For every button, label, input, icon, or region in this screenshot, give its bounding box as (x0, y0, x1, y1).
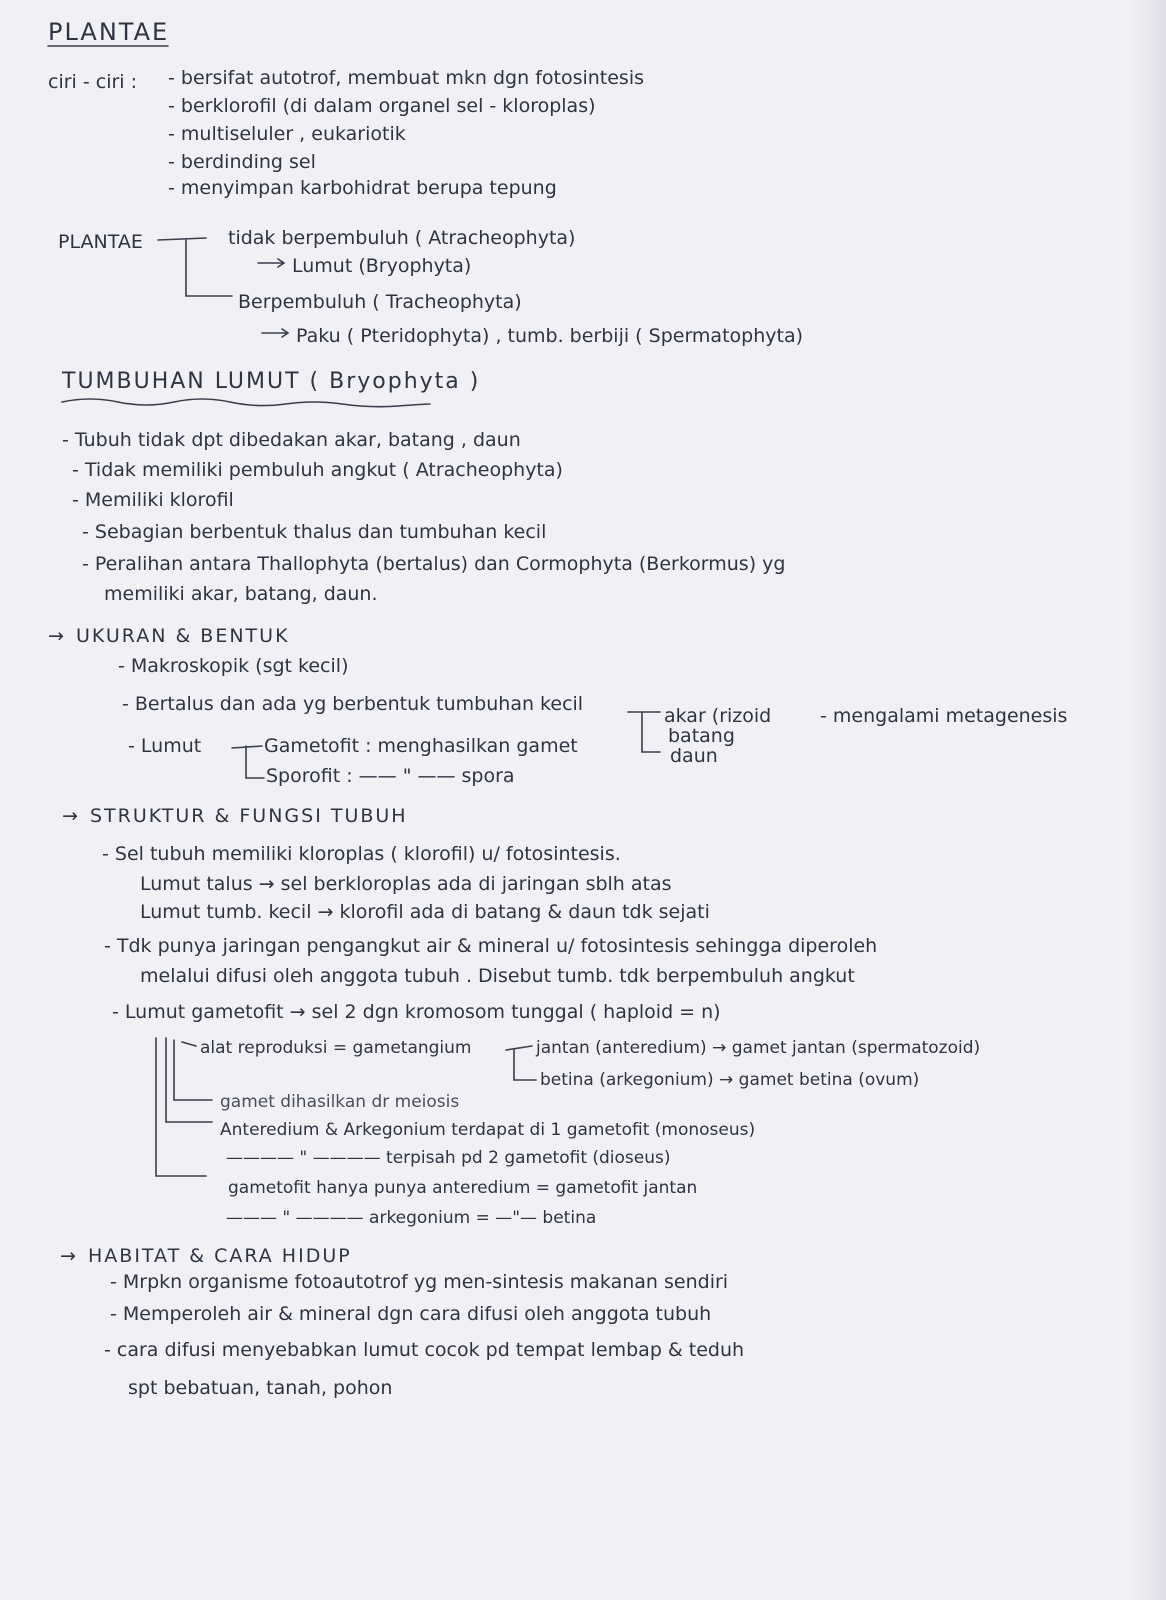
monoseus-line: Anteredium & Arkegonium terdapat di 1 gametofit (monoseus) (220, 1120, 756, 1140)
lumut-label: - Lumut (128, 735, 202, 757)
ciri-item: - berklorofil (di dalam organel sel - kloroplas) (168, 95, 596, 117)
lumut-point: memiliki akar, batang, daun. (104, 583, 378, 605)
lumut-point: - Sebagian berbentuk thalus dan tumbuhan kecil (82, 521, 547, 543)
struktur-line: - Sel tubuh memiliki kloroplas ( klorofil) u/ fotosintesis. (102, 843, 621, 865)
struktur-line: Lumut tumb. kecil → klorofil ada di batang & daun tdk sejati (140, 901, 710, 923)
heading-wavy-underline (62, 399, 430, 407)
habitat-line: - Memperoleh air & mineral dgn cara difusi oleh anggota tubuh (110, 1303, 712, 1325)
ukuran-item: - Bertalus dan ada yg berbentuk tumbuhan kecil (122, 693, 584, 715)
habitat-line: spt bebatuan, tanah, pohon (128, 1377, 393, 1399)
struktur-line: - Tdk punya jaringan pengangkut air & mineral u/ fotosintesis sehingga diperoleh (104, 935, 878, 957)
ukuran-item: - Makroskopik (sgt kecil) (118, 655, 349, 677)
repro-bracket (182, 1042, 196, 1046)
tree-branch-1-sub: Lumut (Bryophyta) (292, 255, 472, 277)
page-title: PLANTAE (48, 18, 170, 46)
lumut-point: - Tubuh tidak dpt dibedakan akar, batang , daun (62, 429, 521, 451)
ciri-item: - menyimpan karbohidrat berupa tepung (168, 177, 557, 199)
tree-arrow (262, 329, 288, 337)
lumut-bracket (232, 746, 264, 778)
ciri-item: - bersifat autotrof, membuat mkn dgn fotosintesis (168, 67, 645, 89)
repro-bracket (156, 1038, 206, 1176)
tree-root: PLANTAE (58, 231, 143, 253)
section-heading-habitat: HABITAT & CARA HIDUP (88, 1245, 352, 1267)
section-heading-lumut: TUMBUHAN LUMUT ( Bryophyta ) (62, 369, 481, 394)
lumut-point: - Memiliki klorofil (72, 489, 234, 511)
section-heading-ukuran: UKURAN & BENTUK (76, 625, 290, 647)
tree-branch-2-sub: Paku ( Pteridophyta) , tumb. berbiji ( Spermatophyta) (296, 325, 803, 347)
lumut-point: - Tidak memiliki pembuluh angkut ( Atracheophyta) (72, 459, 563, 481)
arrow-icon: → (62, 805, 78, 827)
jantan-line: jantan (anteredium) → gamet jantan (spermatozoid) (536, 1038, 981, 1058)
habitat-line: - cara difusi menyebabkan lumut cocok pd tempat lembap & teduh (104, 1339, 745, 1361)
tree-branch-1: tidak berpembuluh ( Atracheophyta) (228, 227, 576, 249)
gametangium-split (506, 1046, 536, 1080)
ciri-label: ciri - ciri : (48, 71, 138, 93)
sporofit-line: Sporofit : —— " —— spora (266, 765, 515, 787)
tree-arrow (258, 259, 284, 267)
tree-bracket (158, 238, 232, 296)
habitat-line: - Mrpkn organisme fotoautotrof yg men-sintesis makanan sendiri (110, 1271, 729, 1293)
section-heading-struktur: STRUKTUR & FUNGSI TUBUH (90, 805, 408, 827)
ciri-item: - berdinding sel (168, 151, 316, 173)
struktur-line: - Lumut gametofit → sel 2 dgn kromosom tunggal ( haploid = n) (112, 1001, 721, 1023)
page-edge-shadow (1128, 0, 1166, 1600)
ciri-item: - multiseluler , eukariotik (168, 123, 406, 145)
jantan-gametofit-line: gametofit hanya punya anteredium = gametofit jantan (228, 1178, 698, 1198)
betina-line: betina (arkegonium) → gamet betina (ovum) (540, 1070, 920, 1090)
metagenesis-note: - mengalami metagenesis (820, 705, 1068, 727)
lumut-point: - Peralihan antara Thallophyta (bertalus) dan Cormophyta (Berkormus) yg (82, 553, 786, 575)
betina-gametofit-line: ——— " ———— arkegonium = —"— betina (226, 1208, 597, 1228)
organ-item: daun (670, 745, 718, 767)
gametofit-line: Gametofit : menghasilkan gamet (264, 735, 578, 757)
organ-item: akar (rizoid (664, 705, 772, 727)
organ-item: batang (668, 725, 735, 747)
organ-bracket (628, 712, 660, 752)
repro-bracket (174, 1040, 212, 1100)
struktur-line: melalui difusi oleh anggota tubuh . Disebut tumb. tdk berpembuluh angkut (140, 965, 855, 987)
arrow-icon: → (48, 625, 64, 647)
struktur-line: Lumut talus → sel berkloroplas ada di jaringan sblh atas (140, 873, 672, 895)
reproduksi-line: alat reproduksi = gametangium (200, 1038, 472, 1058)
tree-branch-2: Berpembuluh ( Tracheophyta) (238, 291, 522, 313)
meiosis-note: gamet dihasilkan dr meiosis (220, 1092, 460, 1112)
dioseus-line: ———— " ———— terpisah pd 2 gametofit (dioseus) (226, 1148, 671, 1168)
repro-bracket (166, 1038, 212, 1122)
arrow-icon: → (60, 1245, 76, 1267)
